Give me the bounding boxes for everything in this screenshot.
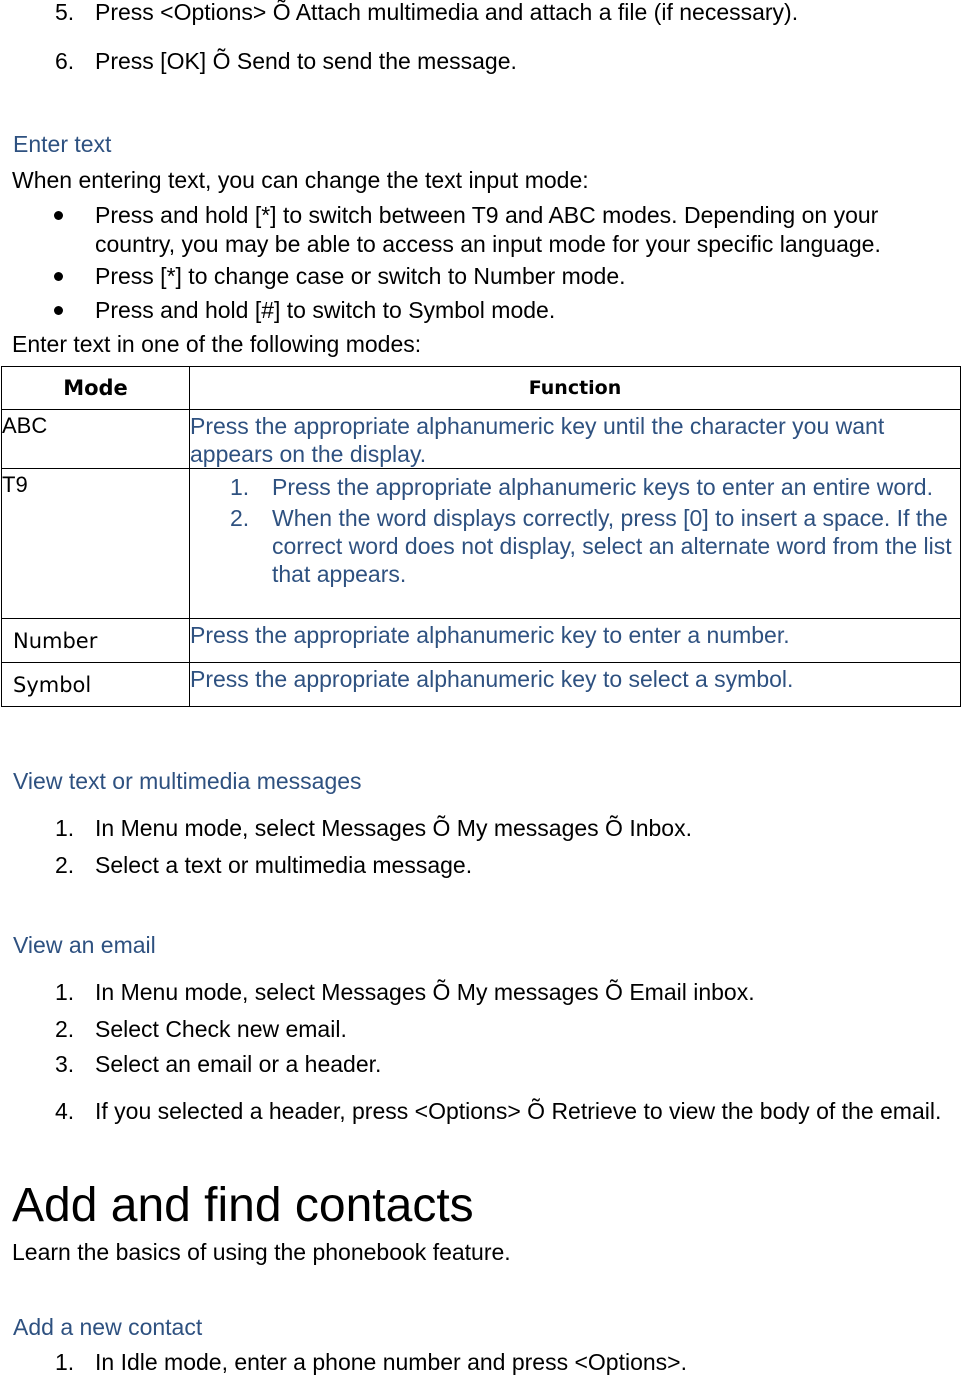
- step-text: Select an email or a header.: [95, 1051, 382, 1077]
- function-cell: Press the appropriate alphanumeric key to enter a number.: [190, 619, 961, 663]
- step-number: 1.: [55, 1349, 75, 1375]
- section-heading-view-email: View an email: [13, 932, 156, 958]
- enter-text-intro: When entering text, you can change the text input mode:: [12, 167, 589, 193]
- function-cell: Press the appropriate alphanumeric key until the character you want appears on the display.: [190, 410, 961, 469]
- list-item: [190, 473, 960, 501]
- step-number: 1.: [55, 815, 75, 841]
- step-text: Select a text or multimedia message.: [95, 852, 473, 878]
- step-text: Select Check new email.: [95, 1016, 347, 1042]
- step-text: In Menu mode, select Messages Õ My messages Õ Inbox.: [95, 815, 692, 841]
- step-number: 1.: [55, 979, 75, 1005]
- step-number: 4.: [55, 1098, 75, 1124]
- step-number: 5.: [55, 0, 75, 25]
- step-number: 6.: [55, 48, 75, 74]
- modes-table: [1, 366, 961, 707]
- step-text: If you selected a header, press <Options> Õ Retrieve to view the body of the email.: [95, 1098, 942, 1124]
- step-text: In Menu mode, select Messages Õ My messages Õ Email inbox.: [95, 979, 755, 1005]
- list-item-number: 2.: [230, 505, 250, 531]
- t9-steps-list: [190, 473, 960, 588]
- table-row: [2, 469, 961, 619]
- page-title: Add and find contacts: [12, 1179, 474, 1232]
- function-cell: [190, 469, 961, 619]
- step-number: 2.: [55, 852, 75, 878]
- mode-cell: T9: [2, 469, 190, 619]
- bullet-icon: [54, 272, 63, 281]
- table-header-mode: Mode: [2, 367, 190, 410]
- list-item-number: 1.: [230, 474, 250, 500]
- section-heading-view-messages: View text or multimedia messages: [13, 768, 362, 794]
- list-item: [190, 504, 960, 588]
- bullet-icon: [54, 306, 63, 315]
- table-intro: Enter text in one of the following modes:: [12, 331, 422, 357]
- table-header-row: [2, 367, 961, 410]
- section-heading-add-contact: Add a new contact: [13, 1314, 203, 1340]
- bullet-text: Press [*] to change case or switch to Number mode.: [95, 263, 626, 289]
- list-item-text: Press the appropriate alphanumeric keys to enter an entire word.: [272, 474, 933, 500]
- table-header-function: Function: [190, 367, 961, 410]
- mode-cell: Number: [2, 619, 190, 663]
- step-number: 2.: [55, 1016, 75, 1042]
- list-item-text: When the word displays correctly, press [0] to insert a space. If the correct word does not display, select an alternate word from the list that appears.: [272, 505, 952, 587]
- step-number: 3.: [55, 1051, 75, 1077]
- table-row: [2, 410, 961, 469]
- contacts-subtitle: Learn the basics of using the phonebook feature.: [12, 1239, 511, 1265]
- mode-cell: ABC: [2, 410, 190, 469]
- bullet-text: Press and hold [#] to switch to Symbol mode.: [95, 297, 556, 323]
- step-text: Press <Options> Õ Attach multimedia and attach a file (if necessary).: [95, 0, 799, 25]
- step-text: In Idle mode, enter a phone number and press <Options>.: [95, 1349, 687, 1375]
- table-row: [2, 663, 961, 707]
- step-text: Press [OK] Õ Send to send the message.: [95, 48, 517, 74]
- table-row: [2, 619, 961, 663]
- function-cell: Press the appropriate alphanumeric key to select a symbol.: [190, 663, 961, 707]
- section-heading-enter-text: Enter text: [13, 131, 112, 157]
- bullet-text: Press and hold [*] to switch between T9 and ABC modes. Depending on your country, you may be able to access an input mode for your specific language.: [95, 202, 881, 257]
- mode-cell: Symbol: [2, 663, 190, 707]
- bullet-icon: [54, 211, 63, 220]
